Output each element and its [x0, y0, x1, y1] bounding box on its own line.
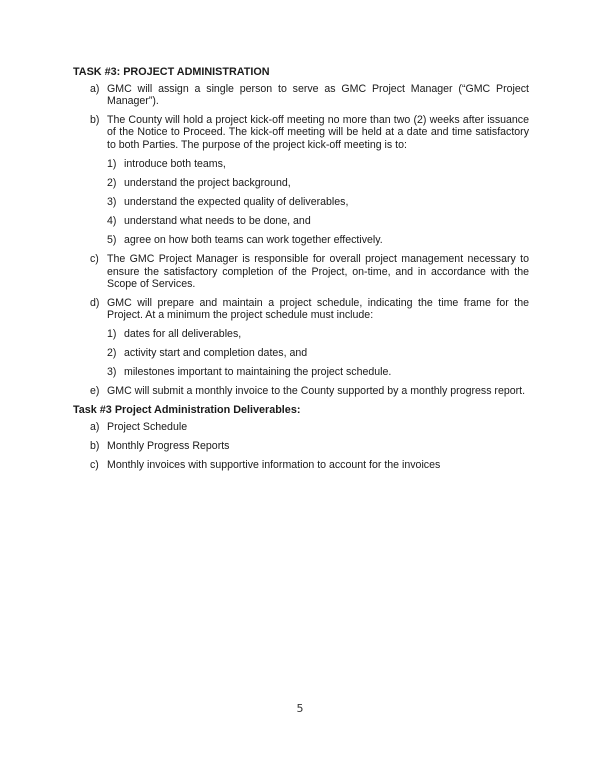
list-item-e: [73, 385, 529, 398]
section-heading: TASK #3: PROJECT ADMINISTRATION: [73, 66, 270, 78]
item-text: GMC will assign a single person to serve as GMC Project Manager (“GMC Project Manager”).: [107, 82, 529, 108]
item-text: Monthly Progress Reports: [107, 440, 230, 453]
sub-item: [73, 196, 529, 209]
list-item-d: [73, 297, 529, 322]
list-item-c: [73, 253, 529, 291]
sub-text: understand the expected quality of deliverables,: [124, 195, 349, 208]
deliverables-heading: Task #3 Project Administration Deliverables:: [73, 403, 301, 416]
sub-text: understand what needs to be done, and: [124, 214, 311, 227]
document-page: [73, 66, 529, 477]
list-item-a: [73, 83, 529, 108]
item-label: c): [90, 253, 99, 266]
item-label: e): [90, 385, 100, 398]
sub-item: [73, 234, 529, 247]
sub-item: [73, 177, 529, 190]
sub-label: 5): [107, 233, 117, 246]
sub-text: dates for all deliverables,: [124, 328, 242, 340]
item-label: c): [90, 458, 99, 471]
deliverable-item: [73, 440, 529, 453]
deliverable-item: [73, 421, 529, 434]
list-item-b: [73, 114, 529, 152]
sub-text: activity start and completion dates, and: [124, 347, 308, 360]
page-number: 5: [296, 702, 304, 715]
item-label: d): [90, 296, 100, 309]
sub-item: [73, 366, 529, 379]
sub-label: 1): [107, 157, 117, 170]
sub-item: [73, 328, 529, 341]
sub-text: milestones important to maintaining the project schedule.: [124, 366, 392, 379]
deliverable-item: [73, 459, 529, 472]
item-label: b): [90, 440, 100, 453]
sub-label: 2): [107, 347, 117, 360]
sub-label: 1): [107, 328, 117, 340]
item-label: a): [90, 82, 100, 95]
sub-label: 3): [107, 366, 117, 379]
item-text: Project Schedule: [107, 421, 188, 434]
item-label: b): [90, 113, 100, 126]
item-text: Monthly invoices with supportive information to account for the invoices: [107, 458, 441, 471]
sub-text: understand the project background,: [124, 176, 291, 189]
sub-text: agree on how both teams can work together effectively.: [124, 233, 383, 246]
item-text: The County will hold a project kick-off meeting no more than two (2) weeks after issuance of the Notice to Proceed. The kick-off meeting will be held at a date and time satisfactory to both Parties. The purpose of the project kick-off meeting is to:: [107, 113, 529, 151]
sub-text: introduce both teams,: [124, 157, 226, 170]
sub-label: 2): [107, 176, 117, 189]
sub-item: [73, 158, 529, 171]
sub-label: 3): [107, 195, 117, 208]
sub-item: [73, 215, 529, 228]
sub-item: [73, 347, 529, 360]
item-text: The GMC Project Manager is responsible for overall project management necessary to ensure the satisfactory completion of the Project, on-time, and in accordance with the Scope of Services.: [107, 253, 529, 291]
item-text: GMC will submit a monthly invoice to the County supported by a monthly progress report.: [107, 385, 526, 398]
item-label: a): [90, 421, 100, 434]
sub-label: 4): [107, 214, 117, 227]
item-text: GMC will prepare and maintain a project schedule, indicating the time frame for the Project. At a minimum the project schedule must include:: [107, 296, 529, 322]
